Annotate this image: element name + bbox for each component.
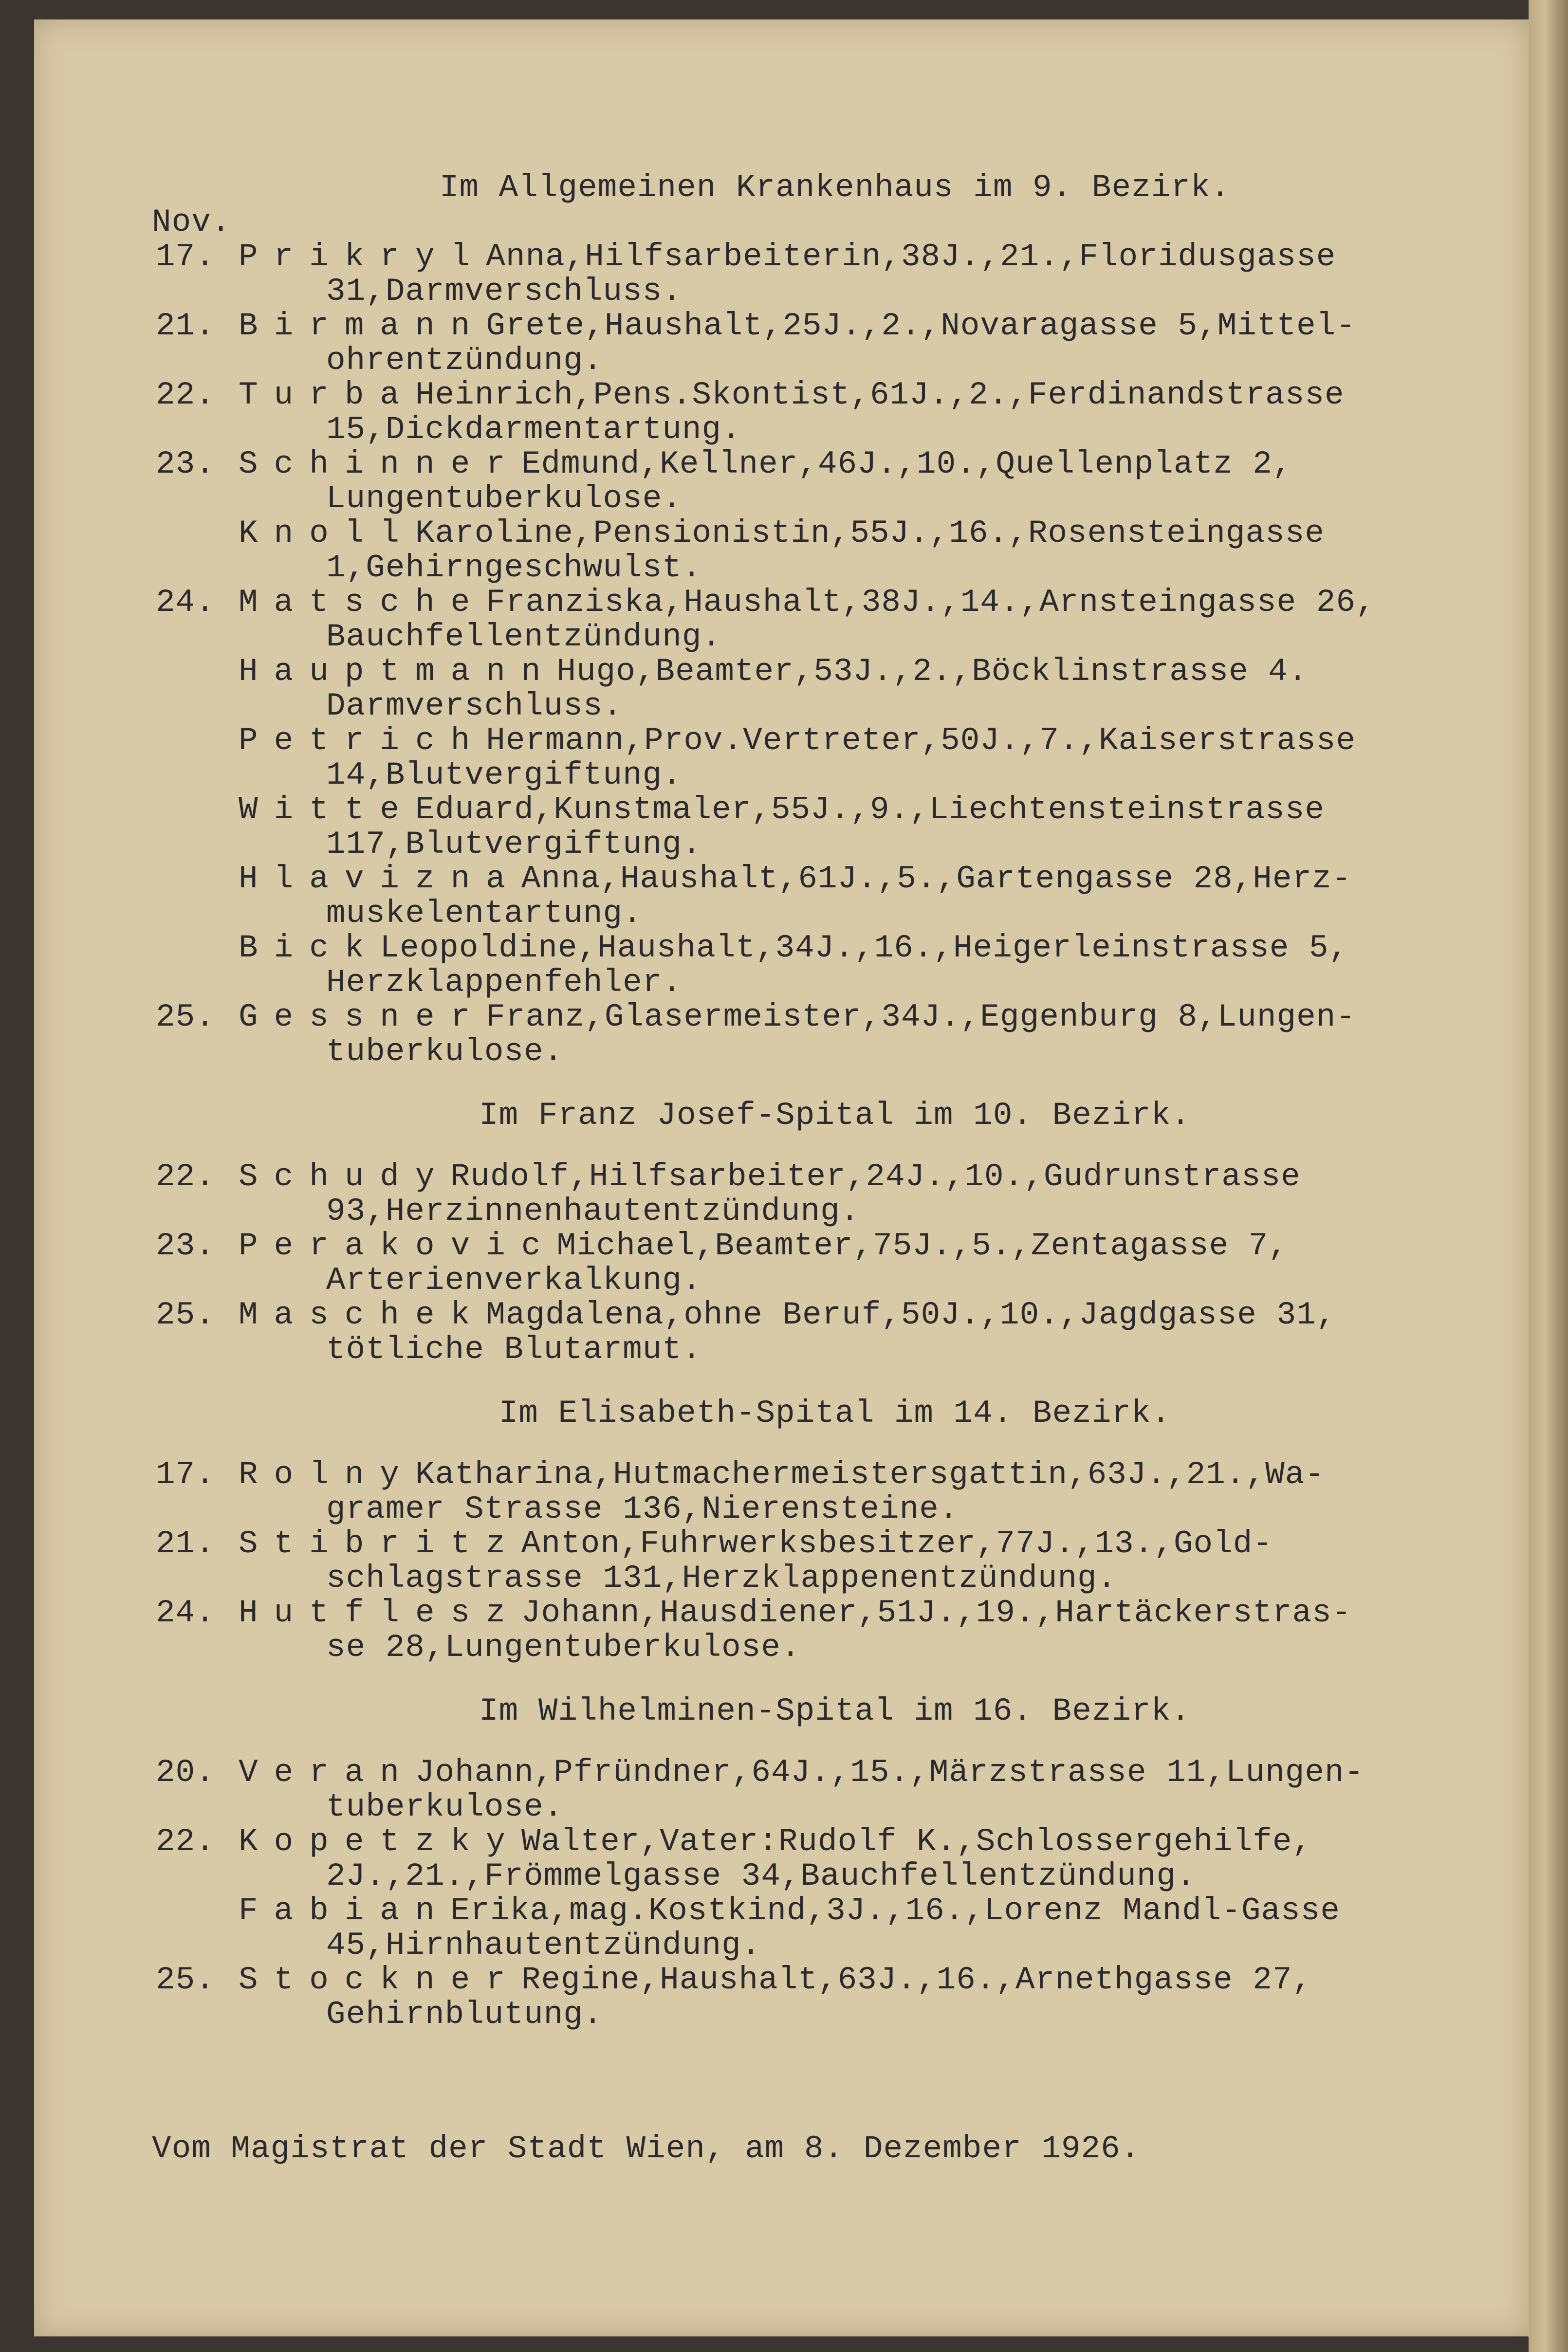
- entry-first-line: [239, 1159, 1470, 1194]
- entry-details: Walter,Vater:Rudolf K.,Schlossergehilfe,: [521, 1823, 1312, 1860]
- entry-surname: Fabian: [239, 1893, 451, 1929]
- entry-surname: Prikryl: [239, 239, 486, 275]
- entry-details: Anton,Fuhrwerksbesitzer,77J.,13.,Gold-: [521, 1525, 1273, 1562]
- entry-surname: Hauptmann: [239, 653, 557, 690]
- death-record-entry: [156, 1298, 1470, 1367]
- entry-first-line: [239, 239, 1470, 274]
- entry-continuation: Herzklappenfehler.: [326, 964, 682, 1001]
- entry-surname: Rolny: [239, 1456, 416, 1493]
- entry-details: Edmund,Kellner,46J.,10.,Quellenplatz 2,: [521, 446, 1292, 482]
- entry-details: Franz,Glasermeister,34J.,Eggenburg 8,Lungen-: [486, 999, 1356, 1035]
- section-heading: Im Franz Josef-Spital im 10. Bezirk.: [479, 1097, 1191, 1134]
- entry-details: Franziska,Haushalt,38J.,14.,Arnsteingasse 26,: [486, 584, 1376, 621]
- entry-day: 24.: [156, 1595, 215, 1631]
- entry-first-line: [239, 1596, 1470, 1630]
- entry-first-line: [239, 1000, 1470, 1034]
- entry-details: Katharina,Hutmachermeistersgattin,63J.,21.,Wa-: [415, 1456, 1325, 1493]
- section-gap: [156, 1665, 1470, 1694]
- death-record-entry: [156, 1755, 1470, 1824]
- entry-details: Karoline,Pensionistin,55J.,16.,Rosensteingasse: [415, 515, 1325, 551]
- entry-day: 25.: [156, 1297, 215, 1333]
- typed-text-body: [152, 169, 1470, 2167]
- death-record-entry: [156, 309, 1470, 378]
- death-record-entry: [156, 585, 1470, 654]
- entry-continuation: tuberkulose.: [326, 1789, 564, 1825]
- entry-first-line: [239, 585, 1470, 620]
- entry-surname: Schinner: [239, 446, 521, 482]
- section-heading: Im Elisabeth-Spital im 14. Bezirk.: [498, 1395, 1171, 1432]
- entry-continuation: se 28,Lungentuberkulose.: [326, 1629, 801, 1666]
- heading-gap: [156, 1728, 1470, 1755]
- signature-footer: Vom Magistrat der Stadt Wien, am 8. Dezember 1926.: [152, 2131, 1141, 2167]
- entry-continuation: schlagstrasse 131,Herzklappenentzündung.: [326, 1560, 1117, 1597]
- entry-surname: Witte: [239, 791, 416, 828]
- entry-continuation: 15,Dickdarmentartung.: [326, 411, 741, 448]
- entry-surname: Gessner: [239, 999, 486, 1035]
- entry-continuation: 2J.,21.,Frömmelgasse 34,Bauchfellentzündung.: [326, 1858, 1196, 1894]
- section-heading: Im Wilhelminen-Spital im 16. Bezirk.: [479, 1693, 1191, 1729]
- death-record-entry: [156, 792, 1470, 862]
- entry-day: 24.: [156, 584, 215, 621]
- entry-surname: Petrich: [239, 722, 486, 759]
- entry-first-line: [239, 862, 1470, 896]
- entry-first-line: [239, 723, 1470, 758]
- heading-gap: [156, 1431, 1470, 1457]
- section-gap: [156, 1069, 1470, 1098]
- entry-surname: Hlavizna: [239, 861, 521, 897]
- entry-continuation: ohrentzündung.: [326, 342, 603, 379]
- entry-surname: Maschek: [239, 1297, 486, 1333]
- entry-day: 25.: [156, 1962, 215, 1998]
- entry-surname: Perakovic: [239, 1228, 557, 1264]
- death-record-entry: [156, 447, 1470, 516]
- entry-continuation: 31,Darmverschluss.: [326, 273, 682, 310]
- death-record-entry: [156, 378, 1470, 447]
- death-record-entry: [156, 1229, 1470, 1298]
- entry-day: 17.: [156, 239, 215, 275]
- entry-surname: Turba: [239, 377, 416, 413]
- entry-day: 21.: [156, 1525, 215, 1562]
- entry-continuation: 93,Herzinnenhautentzündung.: [326, 1193, 860, 1230]
- entry-details: Regine,Haushalt,63J.,16.,Arnethgasse 27,: [521, 1962, 1312, 1998]
- entry-day: 22.: [156, 1158, 215, 1195]
- entry-first-line: [239, 309, 1470, 343]
- entry-continuation: muskelentartung.: [326, 895, 643, 932]
- entry-first-line: [239, 1755, 1470, 1790]
- death-record-entry: [156, 1159, 1470, 1229]
- entry-first-line: [239, 1526, 1470, 1561]
- entry-surname: Stibritz: [239, 1525, 521, 1562]
- death-record-entry: [156, 862, 1470, 931]
- entry-surname: Stockner: [239, 1962, 521, 1998]
- death-record-entry: [156, 1457, 1470, 1526]
- entry-details: Hugo,Beamter,53J.,2.,Böcklinstrasse 4.: [556, 653, 1308, 690]
- entry-surname: Knoll: [239, 515, 416, 551]
- entry-first-line: [239, 1963, 1470, 1997]
- entry-first-line: [239, 1298, 1470, 1332]
- entry-first-line: [239, 1824, 1470, 1859]
- entry-details: Rudolf,Hilfsarbeiter,24J.,10.,Gudrunstrasse: [450, 1158, 1301, 1195]
- death-record-entry: [156, 654, 1470, 723]
- entry-day: 20.: [156, 1754, 215, 1791]
- entry-details: Johann,Hausdiener,51J.,19.,Hartäckerstras-: [521, 1595, 1352, 1631]
- entry-details: Anna,Hilfsarbeiterin,38J.,21.,Floridusgasse: [486, 239, 1336, 275]
- death-record-entry: [156, 723, 1470, 792]
- entry-details: Anna,Haushalt,61J.,5.,Gartengasse 28,Herz-: [521, 861, 1352, 897]
- entry-first-line: [239, 378, 1470, 412]
- entry-surname: Veran: [239, 1754, 416, 1791]
- entry-day: 22.: [156, 1823, 215, 1860]
- death-record-entry: [156, 1963, 1470, 2032]
- entry-continuation: Arterienverkalkung.: [326, 1262, 702, 1299]
- entry-details: Grete,Haushalt,25J.,2.,Novaragasse 5,Mittel-: [486, 308, 1356, 344]
- entry-first-line: [239, 792, 1470, 827]
- entry-day: 17.: [156, 1456, 215, 1493]
- death-record-entry: [156, 239, 1470, 309]
- entry-day: 25.: [156, 999, 215, 1035]
- death-record-entry: [156, 1526, 1470, 1596]
- entry-surname: Bick: [239, 930, 380, 966]
- entry-continuation: Lungentuberkulose.: [326, 480, 682, 517]
- entry-continuation: 1,Gehirngeschwulst.: [326, 550, 702, 586]
- death-record-entry: [156, 1824, 1470, 1893]
- entry-continuation: 117,Blutvergiftung.: [326, 826, 702, 863]
- entry-day: 22.: [156, 377, 215, 413]
- death-record-entry: [156, 931, 1470, 1000]
- entry-continuation: tuberkulose.: [326, 1033, 564, 1070]
- entry-details: Heinrich,Pens.Skontist,61J.,2.,Ferdinandstrasse: [415, 377, 1345, 413]
- entry-continuation: Darmverschluss.: [326, 688, 623, 724]
- entry-continuation: 45,Hirnhautentzündung.: [326, 1927, 761, 1964]
- entry-first-line: [239, 447, 1470, 481]
- entry-surname: Matsche: [239, 584, 486, 621]
- entry-surname: Hutflesz: [239, 1595, 521, 1631]
- entry-details: Magdalena,ohne Beruf,50J.,10.,Jagdgasse 31,: [486, 1297, 1336, 1333]
- entry-first-line: [239, 654, 1470, 689]
- entry-day: 23.: [156, 446, 215, 482]
- entry-details: Hermann,Prov.Vertreter,50J.,7.,Kaiserstrasse: [486, 722, 1356, 759]
- entry-details: Leopoldine,Haushalt,34J.,16.,Heigerleinstrasse 5,: [380, 930, 1349, 966]
- death-record-entry: [156, 516, 1470, 585]
- entry-continuation: tötliche Blutarmut.: [326, 1331, 702, 1368]
- entry-continuation: 14,Blutvergiftung.: [326, 757, 682, 793]
- death-record-entry: [156, 1000, 1470, 1069]
- entry-surname: Schudy: [239, 1158, 451, 1195]
- death-record-entry: [156, 1893, 1470, 1963]
- entry-first-line: [239, 931, 1470, 965]
- entry-surname: Birmann: [239, 308, 486, 344]
- heading-gap: [156, 1133, 1470, 1159]
- entry-first-line: [239, 1893, 1470, 1928]
- death-record-entry: [156, 1596, 1470, 1665]
- entry-details: Johann,Pfründner,64J.,15.,Märzstrasse 11,Lungen-: [415, 1754, 1365, 1791]
- entry-continuation: Gehirnblutung.: [326, 1996, 603, 2033]
- entry-surname: Kopetzky: [239, 1823, 521, 1860]
- entry-day: 21.: [156, 308, 215, 344]
- section-heading: Im Allgemeinen Krankenhaus im 9. Bezirk.: [439, 169, 1231, 206]
- entry-first-line: [239, 516, 1470, 551]
- entry-continuation: Bauchfellentzündung.: [326, 619, 722, 655]
- entry-first-line: [239, 1457, 1470, 1492]
- entry-day: 23.: [156, 1228, 215, 1264]
- month-label: Nov.: [152, 204, 231, 240]
- section-gap: [156, 1367, 1470, 1396]
- entry-details: Eduard,Kunstmaler,55J.,9.,Liechtensteinstrasse: [415, 791, 1325, 828]
- entry-details: Erika,mag.Kostkind,3J.,16.,Lorenz Mandl-Gasse: [450, 1893, 1340, 1929]
- entry-first-line: [239, 1229, 1470, 1263]
- entry-details: Michael,Beamter,75J.,5.,Zentagasse 7,: [556, 1228, 1288, 1264]
- book-spine: [1529, 0, 1568, 2352]
- entry-continuation: gramer Strasse 136,Nierensteine.: [326, 1491, 959, 1527]
